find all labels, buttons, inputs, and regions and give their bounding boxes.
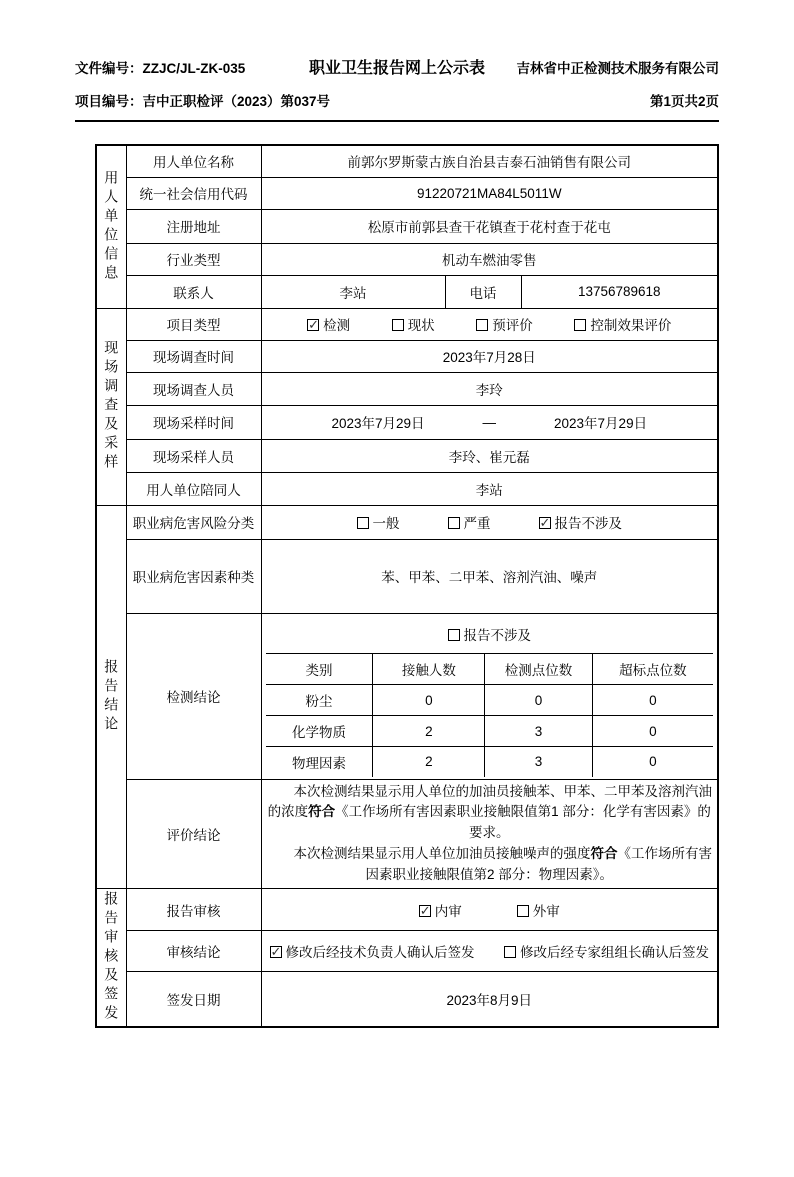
audit-conclusion-options — [266, 941, 714, 961]
field-survey-staff-label: 现场调查人员 — [126, 372, 261, 405]
group-report-conclusion — [96, 505, 126, 889]
checkbox-icon[interactable] — [448, 629, 460, 641]
checkbox-icon[interactable] — [476, 319, 488, 331]
checkbox-icon[interactable] — [539, 517, 551, 529]
field-industry-value: 机动车燃油零售 — [261, 243, 718, 275]
company-name: 吉林省中正检测技术服务有限公司 — [516, 61, 719, 76]
cell-value: 3 — [485, 716, 592, 747]
field-phone-value: 13756789618 — [521, 275, 718, 308]
cell-value: 2 — [373, 747, 485, 777]
field-contact-name: 李站 — [261, 275, 445, 308]
checkbox-option-detection[interactable]: ✓ 检测 — [307, 314, 350, 334]
field-address-label: 注册地址 — [126, 209, 261, 243]
field-credit-code-value: 91220721MA84L5011W — [261, 177, 718, 209]
group-review-sign — [96, 889, 126, 1028]
cell-value: 0 — [485, 685, 592, 716]
field-project-type-label: 项目类型 — [126, 308, 261, 340]
document-number: 文件编号：ZZJC/JL-ZK-035 — [75, 61, 246, 76]
page-title: 职业卫生报告网上公示表 — [308, 60, 485, 77]
field-sampling-staff-value: 李玲、崔元磊 — [261, 439, 718, 472]
checkbox-icon[interactable] — [307, 319, 319, 331]
group-label: 报告审核及签发 — [103, 891, 120, 1025]
checkbox-option-status-quo[interactable]: 现状 — [392, 314, 435, 334]
date-range-dash: — — [482, 414, 497, 430]
cell-value: 3 — [485, 747, 592, 777]
checkbox-option-tech-lead-confirm[interactable]: ✓ 修改后经技术负责人确认后签发 — [270, 941, 475, 961]
checkbox-option-severe[interactable]: 严重 — [448, 512, 491, 532]
detection-result-table — [266, 616, 714, 777]
group-label: 报告结论 — [103, 658, 120, 735]
checkbox-icon[interactable] — [574, 319, 586, 331]
field-risk-class-label: 职业病危害风险分类 — [126, 505, 261, 539]
cell-value: 2 — [373, 716, 485, 747]
table-row — [266, 747, 714, 777]
sampling-date-range — [266, 412, 714, 432]
column-header-detection-points: 检测点位数 — [485, 654, 592, 685]
field-survey-date-label: 现场调查时间 — [126, 340, 261, 372]
checkbox-icon[interactable] — [357, 517, 369, 529]
column-header-exposed-count: 接触人数 — [373, 654, 485, 685]
project-number: 项目编号：吉中正职检评（2023）第037号 — [75, 94, 331, 109]
column-header-category: 类别 — [266, 654, 373, 685]
evaluation-conclusion-text — [261, 779, 718, 889]
document-page — [0, 55, 794, 1177]
checkbox-icon[interactable] — [517, 905, 529, 917]
table-row — [266, 716, 714, 747]
field-escort-label: 用人单位陪同人 — [126, 472, 261, 505]
field-sampling-date-label: 现场采样时间 — [126, 405, 261, 439]
field-survey-date-value: 2023年7月28日 — [261, 340, 718, 372]
field-escort-value: 李站 — [261, 472, 718, 505]
form-table — [95, 144, 719, 1028]
evaluation-paragraph-2: 本次检测结果显示用人单位加油员接触噪声的强度符合《工作场所有害因素职业接触限值第2 部分：物理因素》。 — [293, 846, 713, 883]
checkbox-icon[interactable] — [504, 946, 516, 958]
group-site-survey — [96, 308, 126, 505]
field-audit-conclusion-label: 审核结论 — [126, 930, 261, 971]
checkbox-option-external-audit[interactable]: 外审 — [517, 900, 560, 920]
checkbox-option-pre-evaluation[interactable]: 预评价 — [476, 314, 533, 334]
checkbox-icon[interactable] — [270, 946, 282, 958]
checkbox-option-general[interactable]: 一般 — [357, 512, 400, 532]
field-evaluation-conclusion-label: 评价结论 — [126, 779, 261, 889]
cell-category: 粉尘 — [266, 685, 373, 716]
field-issue-date-value: 2023年8月9日 — [261, 971, 718, 1027]
group-label: 现场调查及采样 — [103, 340, 120, 473]
table-row — [266, 685, 714, 716]
checkbox-option-not-involved[interactable]: ✓ 报告不涉及 — [539, 512, 623, 532]
cell-value: 0 — [592, 747, 713, 777]
field-unit-name-label: 用人单位名称 — [126, 145, 261, 177]
field-industry-label: 行业类型 — [126, 243, 261, 275]
field-contact-label: 联系人 — [126, 275, 261, 308]
checkbox-icon[interactable] — [448, 517, 460, 529]
page-number: 第1页共2页 — [649, 94, 719, 109]
project-type-options — [266, 314, 714, 334]
field-unit-name-value: 前郭尔罗斯蒙古族自治县吉泰石油销售有限公司 — [261, 145, 718, 177]
sampling-end-date: 2023年7月29日 — [554, 416, 648, 431]
group-employer-info — [96, 145, 126, 308]
field-hazard-factors-value: 苯、甲苯、二甲苯、溶剂汽油、噪声 — [261, 539, 718, 613]
checkbox-icon[interactable] — [392, 319, 404, 331]
field-phone-label: 电话 — [445, 275, 521, 308]
sampling-start-date: 2023年7月29日 — [331, 416, 425, 431]
cell-category: 化学物质 — [266, 716, 373, 747]
field-detection-conclusion-label: 检测结论 — [126, 613, 261, 779]
field-report-audit-label: 报告审核 — [126, 889, 261, 931]
cell-value: 0 — [373, 685, 485, 716]
checkbox-option-expert-leader-confirm[interactable]: 修改后经专家组组长确认后签发 — [504, 941, 709, 961]
field-hazard-factors-label: 职业病危害因素种类 — [126, 539, 261, 613]
page-header — [75, 55, 719, 122]
audit-options — [266, 900, 714, 920]
field-survey-staff-value: 李玲 — [261, 372, 718, 405]
column-header-exceeding-points: 超标点位数 — [592, 654, 713, 685]
risk-class-options — [266, 512, 714, 532]
field-credit-code-label: 统一社会信用代码 — [126, 177, 261, 209]
cell-category: 物理因素 — [266, 747, 373, 777]
checkbox-icon[interactable] — [419, 905, 431, 917]
field-issue-date-label: 签发日期 — [126, 971, 261, 1027]
group-label: 用人单位信息 — [103, 169, 120, 284]
checkbox-option-control-effect[interactable]: 控制效果评价 — [574, 314, 671, 334]
checkbox-option-internal-audit[interactable]: ✓ 内审 — [419, 900, 462, 920]
cell-value: 0 — [592, 685, 713, 716]
checkbox-option-report-not-involved[interactable]: 报告不涉及 — [448, 628, 532, 643]
cell-value: 0 — [592, 716, 713, 747]
evaluation-paragraph-1: 本次检测结果显示用人单位的加油员接触苯、甲苯、二甲苯及溶剂汽油的浓度符合《工作场所有害因素职业接触限值第1 部分：化学有害因素》的要求。 — [267, 783, 713, 841]
field-sampling-staff-label: 现场采样人员 — [126, 439, 261, 472]
field-address-value: 松原市前郭县查干花镇查于花村查于花屯 — [261, 209, 718, 243]
